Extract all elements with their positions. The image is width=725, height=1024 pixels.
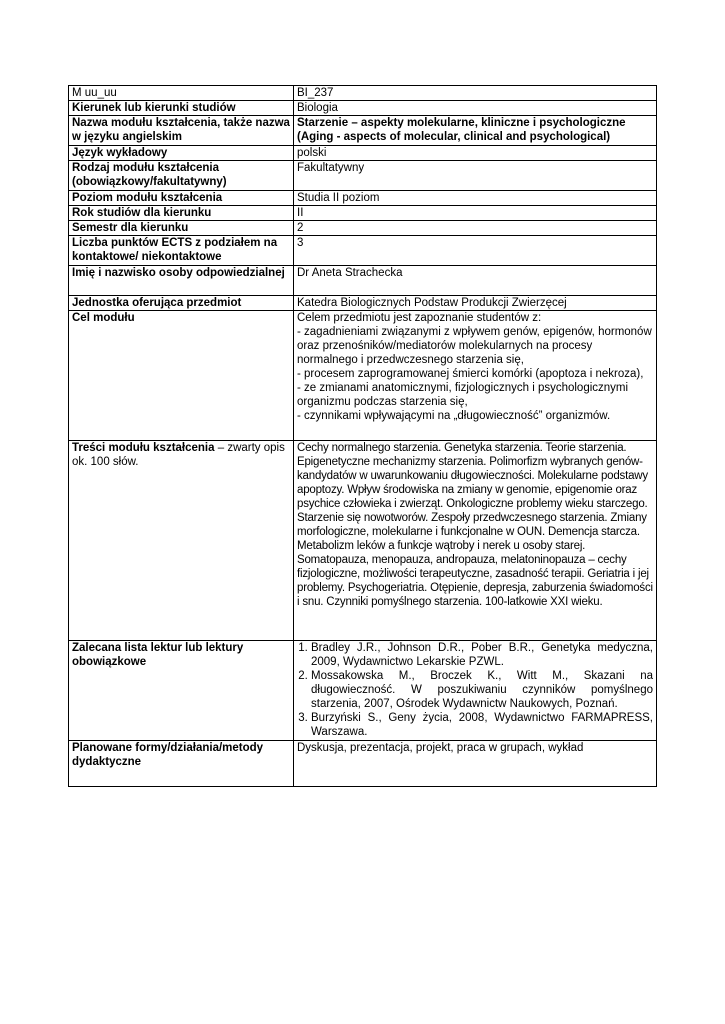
- module-name-polish: Starzenie – aspekty molekularne, kliniczne i psychologiczne: [297, 117, 626, 129]
- value-type: Fakultatywny: [294, 161, 657, 191]
- goal-item: - procesem zaprogramowanej śmierci komórki (apoptoza i nekroza),: [297, 368, 644, 380]
- value-person: Dr Aneta Strachecka: [294, 266, 657, 296]
- label-methods: Planowane formy/działania/metody dydaktyczne: [69, 741, 294, 787]
- row-methods: [69, 741, 657, 787]
- row-content: [69, 441, 657, 641]
- value-content: Cechy normalnego starzenia. Genetyka starzenia. Teorie starzenia. Epigenetyczne mechanizmy starzenia. Polimorfizm wybranych genów-kandydatów w uwarunkowaniu długowieczności. Molekularne podstawy apoptozy. Wpływ środowiska na zmiany w genomie, epigenomie oraz psychice człowieka i zwierząt. Onkologiczne problemy wieku starczego. Starzenie się nowotworów. Zespoły przedwczesnego starzenia. Zmiany morfologiczne, molekularne i funkcjonalne w OUN. Demencja starcza. Metabolizm leków a funkcje wątroby i nerek u osoby starej. Somatopauza, menopauza, andropauza, melatoninopauza – cechy fizjologiczne, możliwości terapeutyczne, zasadność terapii. Geriatria i jej problemy. Psychogeriatria. Otępienie, depresja, zaburzenia świadomości i snu. Czynniki pomyślnego starzenia. 100-latkowie XXI wieku.: [294, 441, 657, 641]
- label-content: [69, 441, 294, 641]
- literature-item: 1. Bradley J.R., Johnson D.R., Pober B.R., Genetyka medyczna, 2009, Wydawnictwo Lekarskie PZWL.: [311, 641, 653, 669]
- label-direction: Kierunek lub kierunki studiów: [69, 101, 294, 116]
- label-semester: Semestr dla kierunku: [69, 221, 294, 236]
- row-language: [69, 146, 657, 161]
- label-language: Język wykładowy: [69, 146, 294, 161]
- value-direction: Biologia: [294, 101, 657, 116]
- content-label-bold: Treści modułu kształcenia: [72, 442, 215, 454]
- label-unit: Jednostka oferująca przedmiot: [69, 296, 294, 311]
- value-year: II: [294, 206, 657, 221]
- value-unit: Katedra Biologicznych Podstaw Produkcji Zwierzęcej: [294, 296, 657, 311]
- row-level: [69, 191, 657, 206]
- row-goal: [69, 311, 657, 441]
- label-person: Imię i nazwisko osoby odpowiedzialnej: [69, 266, 294, 296]
- row-direction: [69, 101, 657, 116]
- goal-intro: Celem przedmiotu jest zapoznanie studentów z:: [297, 312, 542, 324]
- literature-item: 2. Mossakowska M., Broczek K., Witt M., Skazani na długowieczność. W poszukiwaniu czynników pomyślnego starzenia, 2007, Ośrodek Wydawnictw Naukowych, Poznań.: [311, 669, 653, 711]
- literature-list: [297, 641, 653, 739]
- label-year: Rok studiów dla kierunku: [69, 206, 294, 221]
- value-methods: Dyskusja, prezentacja, projekt, praca w grupach, wykład: [294, 741, 657, 787]
- goal-item: - czynnikami wpływającymi na „długowieczność” organizmów.: [297, 410, 611, 422]
- module-name-english: (Aging - aspects of molecular, clinical and psychological): [297, 131, 611, 143]
- goal-item: - zagadnieniami związanymi z wpływem genów, epigenów, hormonów oraz przenośników/mediatorów molekularnych na procesy normalnego i przedwczesnego starzenia się,: [297, 326, 652, 366]
- module-description-table: [68, 85, 657, 787]
- row-literature: [69, 641, 657, 741]
- value-goal: [294, 311, 657, 441]
- literature-item: 3. Burzyński S., Geny życia, 2008, Wydawnictwo FARMAPRESS, Warszawa.: [311, 711, 653, 739]
- row-unit: [69, 296, 657, 311]
- value-module-name: [294, 116, 657, 146]
- label-literature: Zalecana lista lektur lub lektury obowiązkowe: [69, 641, 294, 741]
- value-ects: 3: [294, 236, 657, 266]
- goal-item: - ze zmianami anatomicznymi, fizjologicznych i psychologicznymi organizmu podczas starzenia się,: [297, 382, 629, 408]
- row-semester: [69, 221, 657, 236]
- value-code: BI_237: [294, 86, 657, 101]
- value-language: polski: [294, 146, 657, 161]
- value-level: Studia II poziom: [294, 191, 657, 206]
- label-type: Rodzaj modułu kształcenia (obowiązkowy/fakultatywny): [69, 161, 294, 191]
- row-ects: [69, 236, 657, 266]
- value-semester: 2: [294, 221, 657, 236]
- label-goal: Cel modułu: [69, 311, 294, 441]
- label-ects: Liczba punktów ECTS z podziałem na kontaktowe/ niekontaktowe: [69, 236, 294, 266]
- label-code: M uu_uu: [69, 86, 294, 101]
- row-module-name: [69, 116, 657, 146]
- row-type: [69, 161, 657, 191]
- content-label-rest: – zwarty opis ok. 100 słów.: [72, 442, 285, 468]
- row-year: [69, 206, 657, 221]
- label-module-name: Nazwa modułu kształcenia, także nazwa w języku angielskim: [69, 116, 294, 146]
- value-literature: [294, 641, 657, 741]
- row-code: [69, 86, 657, 101]
- row-person: [69, 266, 657, 296]
- label-level: Poziom modułu kształcenia: [69, 191, 294, 206]
